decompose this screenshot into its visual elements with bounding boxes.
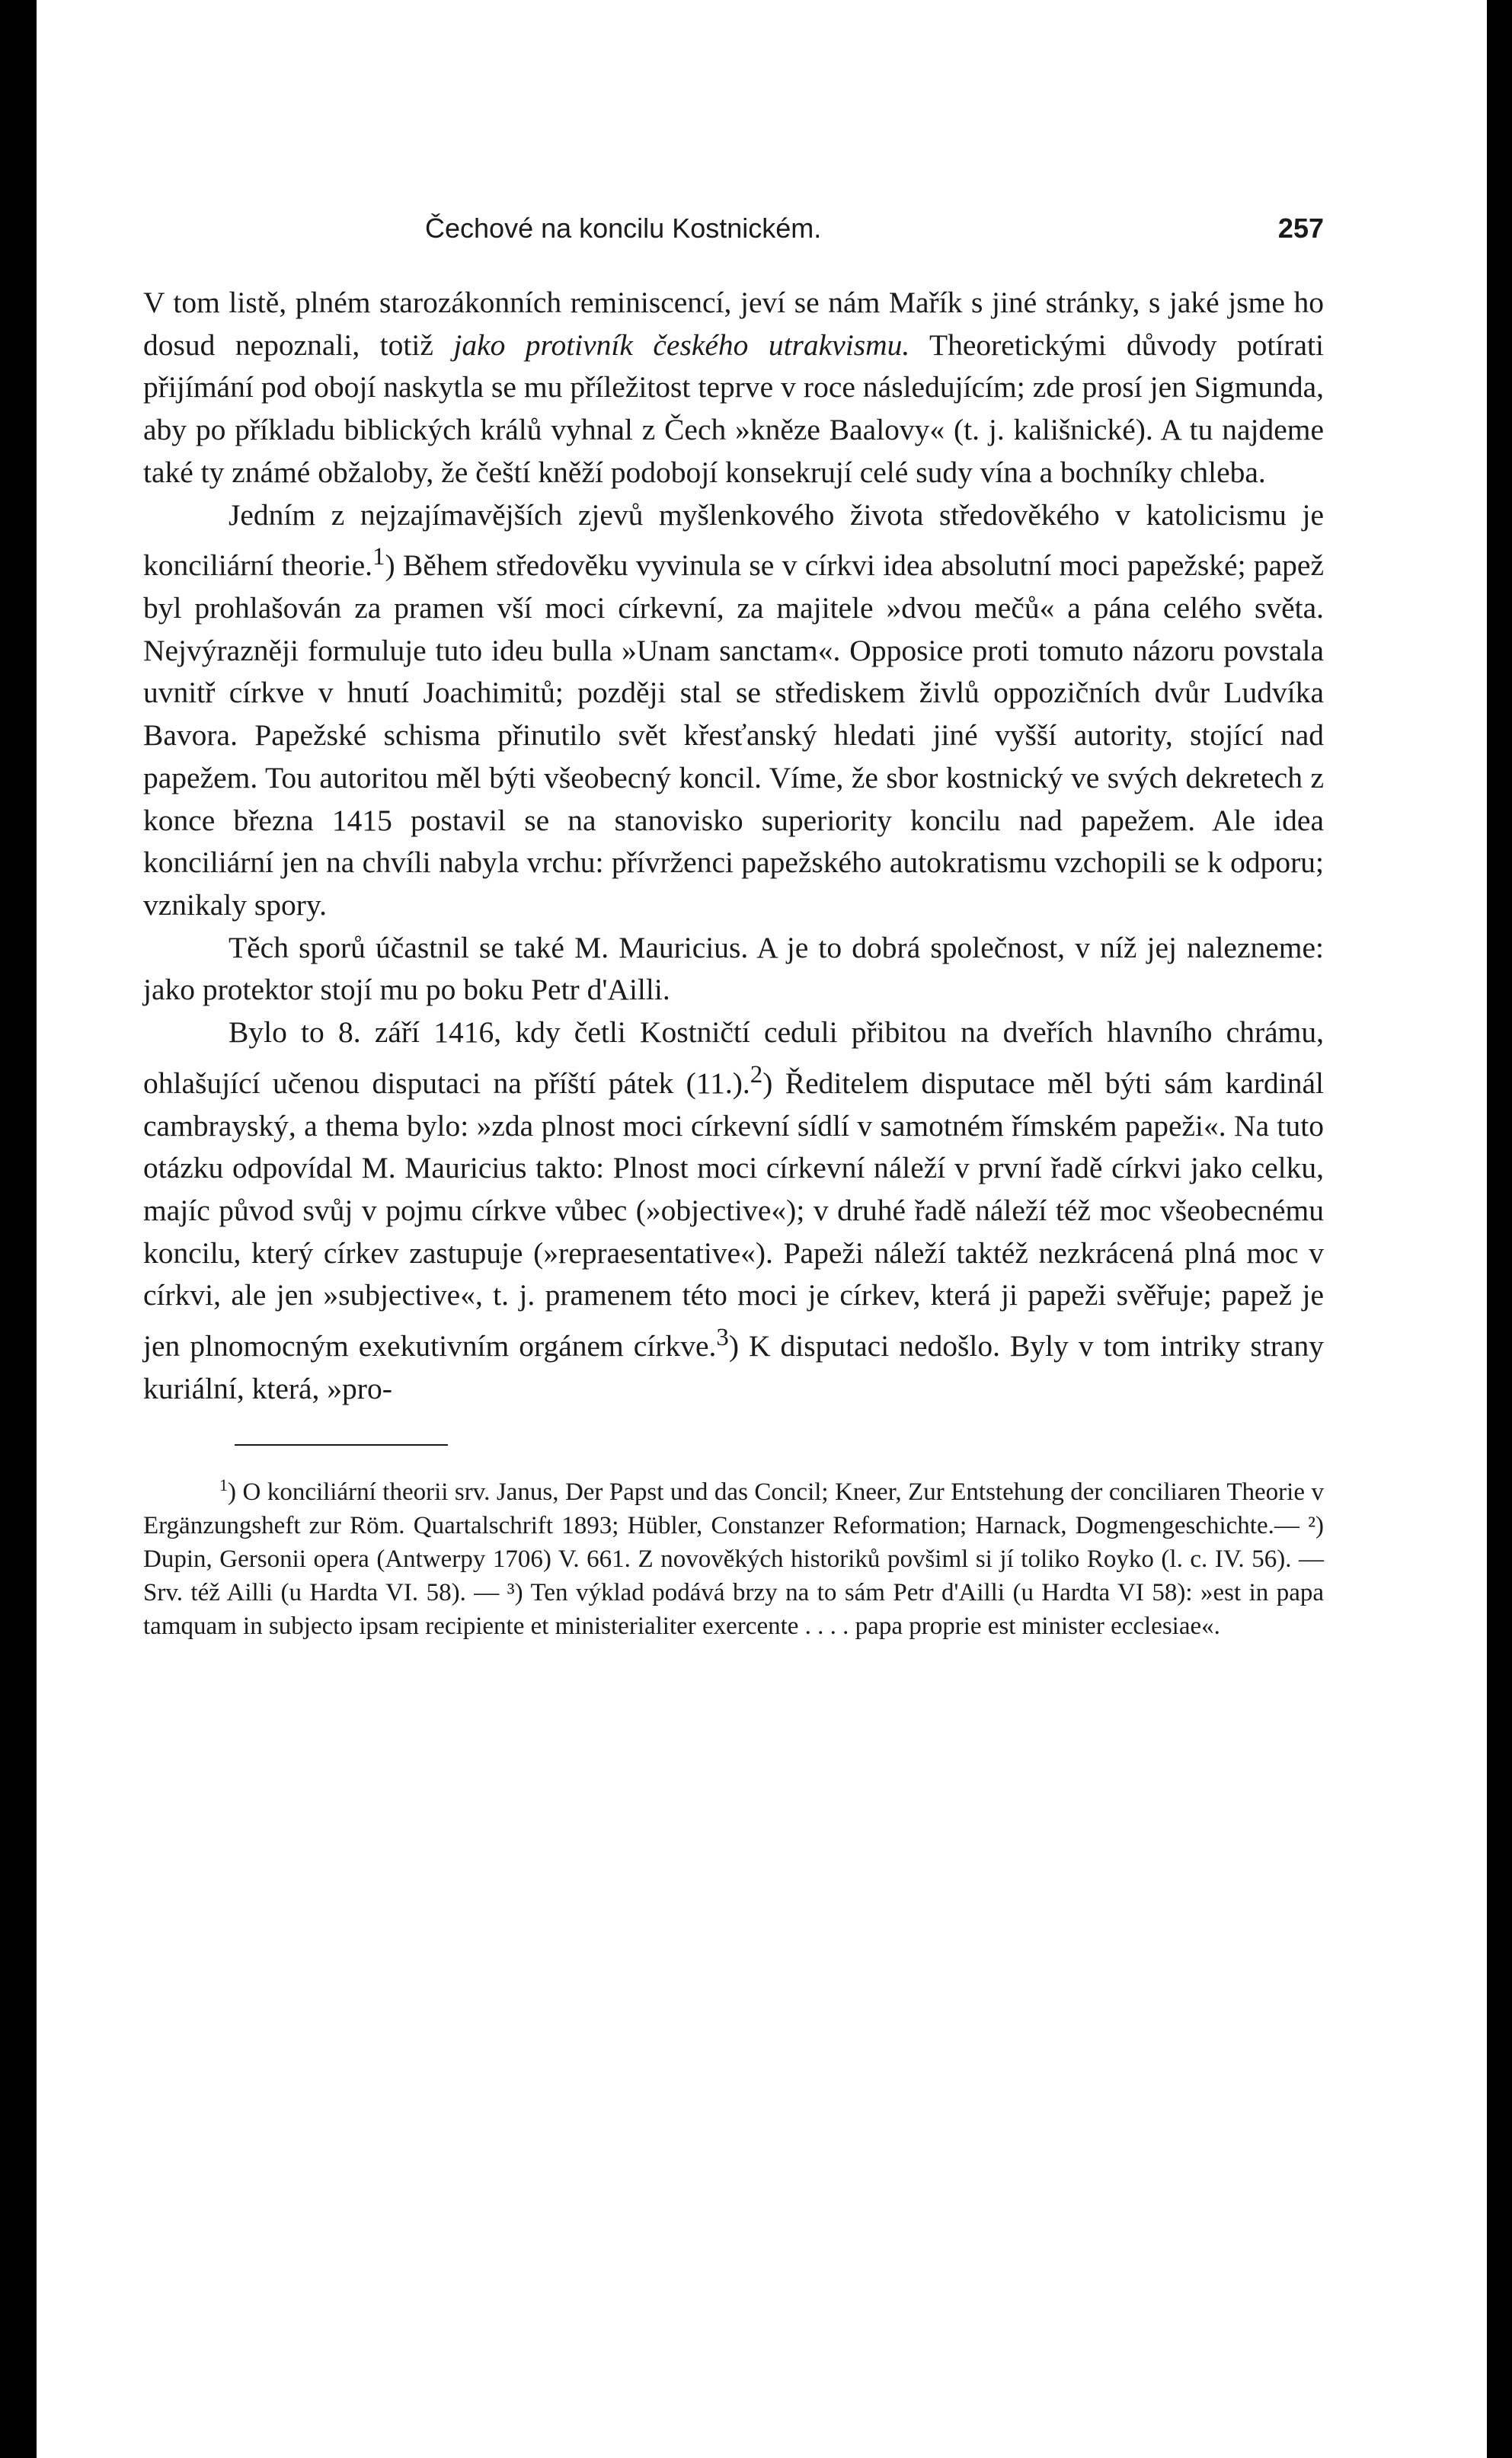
paragraph-4-text-c: ) K disputaci nedošlo. Byly v tom intriky strany kuriální, která, »pro- bbox=[143, 1329, 1325, 1406]
paragraph-1-text-b: Theoretickými důvody potírati přijímání pod obojí naskytla se mu příležitost teprve v roce následujícím; zde prosí jen Sigmunda, aby po příkladu biblických králů vyhnal z Čech »kněze Baalovy« (t. j. kališnické). A tu najdeme také ty známé obžaloby, že čeští kněží podobojí konsekrují celé sudy vína a bochníky chleba. bbox=[143, 328, 1324, 489]
paragraph-2-text-a: Jedním z nejzajímavějších zjevů myšlenkového života středověkého v katolicismu je konciliární theorie. bbox=[143, 497, 1324, 583]
footnote-ref-2: 2 bbox=[750, 1060, 763, 1088]
paragraph-2 bbox=[143, 494, 1324, 927]
page-number: 257 bbox=[1277, 213, 1324, 244]
paragraph-3: Těch sporů účastnil se také M. Mauricius. A je to dobrá společnost, v níž jej nalezneme: jako protektor stojí mu po boku Petr d'Ailli. bbox=[143, 930, 1324, 1007]
paragraph-2-text-b: ) Během středověku vyvinula se v církvi idea absolutní moci papežské; papež byl prohlašován za pramen vší moci církevní, za majitele »dvou mečů« a pána celého světa. Nejvýrazněji formuluje tuto ideu bulla »Unam sanctam«. Opposice proti tomuto názoru povstala uvnitř církve v hnutí Joachimitů; později stal se střediskem živlů oppozičních dvůr Ludvíka Bavora. Papežské schisma přinutilo svět křesťanský hledati jiné vyšší autority, stojící nad papežem. Tou autoritou měl býti všeobecný koncil. Víme, že sbor kostnický ve svých dekretech z konce března 1415 postavil se na stanovisko superiority koncilu nad papežem. Ale idea konciliární jen na chvíli nabyla vrchu: přívrženci papežského autokratismu vzchopili se k odporu; vznikaly spory. bbox=[143, 548, 1324, 922]
paragraph-1-emphasis: jako protivník českého utrakvismu. bbox=[453, 328, 910, 362]
page-content bbox=[143, 206, 1324, 1643]
running-head bbox=[143, 206, 1324, 251]
footnote-ref-1: 1 bbox=[372, 543, 385, 571]
footnotes bbox=[143, 1469, 1324, 1643]
running-title: Čechové na koncilu Kostnickém. bbox=[425, 213, 822, 244]
paragraph-1 bbox=[143, 282, 1324, 494]
footnote-marker-1: 1 bbox=[219, 1475, 228, 1494]
footnote-ref-3: 3 bbox=[716, 1324, 729, 1352]
paragraph-1-text-a: V tom listě, plném starozákonních reminiscencí, jeví se nám Mařík s jiné stránky, s jaké jsme ho dosud nepoznali, totiž bbox=[143, 286, 1324, 362]
body-text bbox=[143, 282, 1324, 1411]
footnote-block bbox=[143, 1469, 1324, 1643]
footnote-divider bbox=[235, 1444, 448, 1446]
paragraph-4 bbox=[143, 1012, 1324, 1411]
footnote-text: ) O konciliární theorii srv. Janus, Der Papst und das Concil; Kneer, Zur Entstehung der conciliaren Theorie v Ergänzungsheft zur Röm. Quartalschrift 1893; Hübler, Constanzer Reformation; Harnack, Dogmengeschichte.— ²) Dupin, Gersonii opera (Antwerpy 1706) V. 661. Z novověkých historiků povšiml si jí toliko Royko (l. c. IV. 56). — Srv. též Ailli (u Hardta VI. 58). — ³) Ten výklad podává brzy na to sám Petr d'Ailli (u Hardta VI 58): »est in papa tamquam in subjecto ipsam recipiente et ministerialiter exercente . . . . papa proprie est minister ecclesiae«. bbox=[143, 1478, 1324, 1640]
paragraph-4-text-a: Bylo to 8. září 1416, kdy četli Kostničtí ceduli přibitou na dveřích hlavního chrámu, ohlašující učenou disputaci na příští pátek (11.). bbox=[143, 1015, 1324, 1100]
paragraph-4-text-b: ) Ředitelem disputace měl býti sám kardinál cambrayský, a thema bylo: »zda plnost moci církevní sídlí v samotném římském papeži«. Na tuto otázku odpovídal M. Mauricius takto: Plnost moci církevní náleží v první řadě církvi jako celku, majíc původ svůj v pojmu církve vůbec (»objective«); v druhé řadě náleží též moc všeobecnému koncilu, který církev zastupuje (»repraesentative«). Papeži náleží taktéž nezkrácená plná moc v církvi, ale jen »subjective«, t. j. pramenem této moci je církev, která ji papeži svěřuje; papež je jen plnomocným exekutivním orgánem církve. bbox=[143, 1066, 1324, 1363]
page bbox=[37, 0, 1487, 2458]
